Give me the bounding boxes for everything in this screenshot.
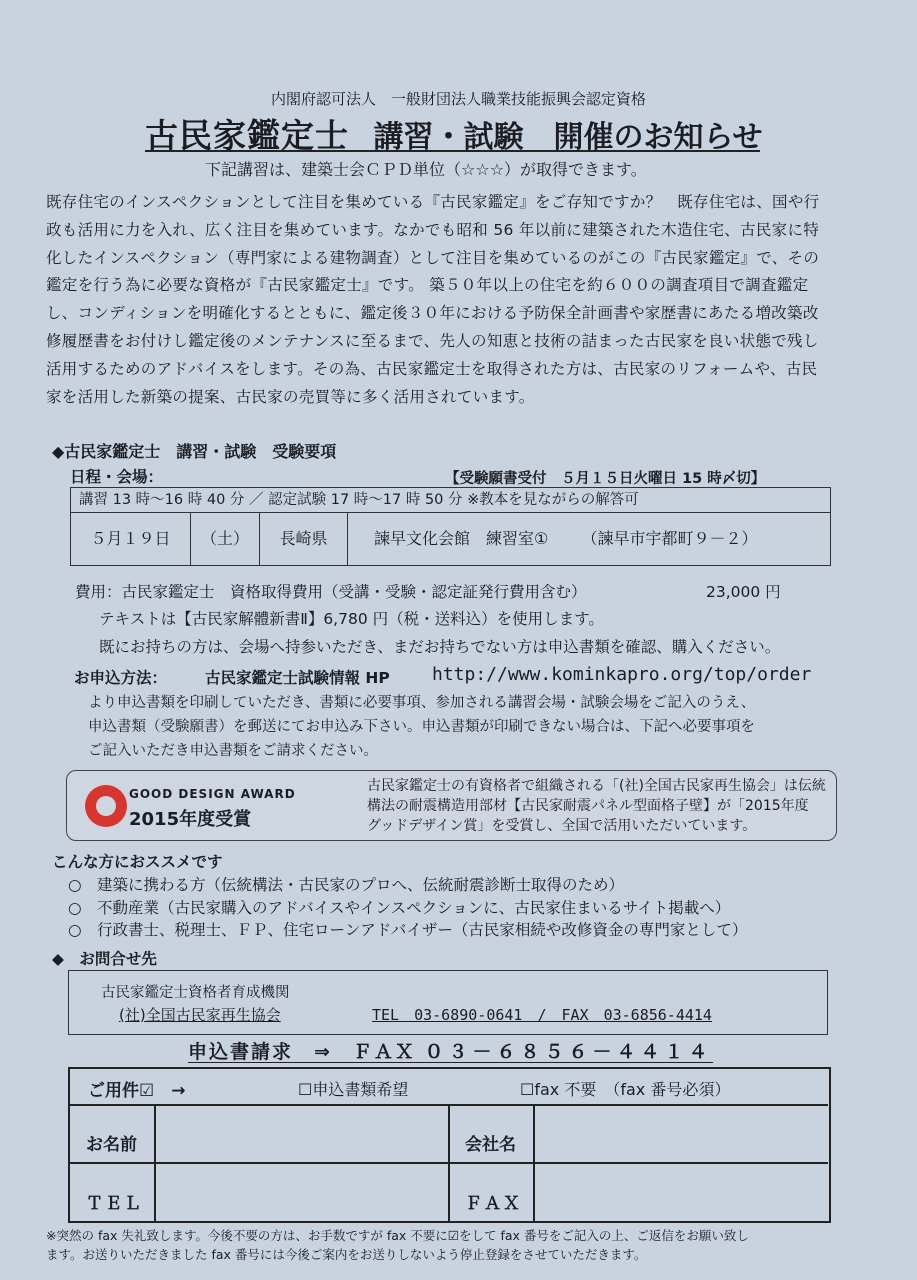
title-sub: 講習・試験 開催のお知らせ	[373, 120, 763, 155]
award-text-line: グッドデザイン賞」を受賞し、全国で活用いただいています。	[367, 818, 757, 834]
fax-request-label: 申込書請求 ⇒ ＦＡＸ	[188, 1041, 416, 1063]
fax-label: ＦＡＸ	[465, 1194, 522, 1214]
intro-line: 家を活用した新築の提案、古民家の売買等に多く活用されています。	[46, 387, 535, 406]
fax-notice	[46, 1226, 876, 1264]
fax-underline	[188, 1062, 713, 1063]
request-documents-checkbox[interactable]: ☐申込書類希望	[298, 1080, 409, 1099]
fee-amount: 23,000 円	[706, 583, 781, 601]
name-field[interactable]	[160, 1109, 444, 1159]
award-label: GOOD DESIGN AWARD	[129, 787, 296, 801]
schedule-date: ５月１９日	[71, 513, 191, 565]
fax-request-line	[188, 1037, 713, 1064]
schedule-table	[70, 487, 831, 566]
intro-paragraph	[46, 189, 866, 411]
intro-line: 活用するためのアドバイスをします。その為、古民家鑑定士を取得された方は、古民家のリフォームや、古民	[46, 359, 818, 378]
fee-line: 費用：古民家鑑定士 資格取得費用（受講・受験・認定証発行費用含む）	[75, 583, 587, 601]
intro-line: 修履歴書をお付けし鑑定後のメンテナンスに至るまで、先人の知恵と技術の詰まった古民家を良い状態で残し	[46, 331, 819, 350]
apply-site: 古民家鑑定士試験情報 HP	[205, 669, 390, 687]
intro-line: 化したインスペクション（専門家による建物調査）として注目を集めているのがこの『古民家鑑定』で、その	[46, 248, 820, 267]
contact-org: 古民家鑑定士資格者育成機関	[101, 985, 290, 1001]
apply-text: より申込書類を印刷していただき、書類に必要事項、参加される講習会場・試験会場をご記入のうえ、	[88, 695, 756, 711]
schedule-times: 講習 13 時〜16 時 40 分 ／ 認定試験 17 時〜17 時 50 分 ※教本を見ながらの解答可	[71, 488, 830, 513]
fax-request-number: ０３－６８５６－４４１４	[424, 1041, 713, 1063]
requirements-heading: ◆古民家鑑定士 講習・試験 受験要項	[52, 442, 337, 461]
fax-field[interactable]	[540, 1167, 824, 1219]
award-box	[66, 770, 837, 841]
contact-box	[68, 970, 828, 1035]
fax-unneeded-checkbox[interactable]: ☐fax 不要 （fax 番号必須）	[520, 1080, 731, 1099]
request-form	[68, 1067, 831, 1223]
recommend-item: ○ 行政書士、税理士、ＦＰ、住宅ローンアドバイザー（古民家相続や改修資金の専門家として）	[68, 921, 748, 939]
schedule-label: 日程・会場：	[70, 468, 164, 486]
apply-label: お申込方法：	[74, 669, 168, 687]
intro-line: 政も活用に力を入れ、広く注目を集めています。なかでも昭和 56 年以前に建築された木造住宅、古民家に特	[46, 220, 820, 239]
title-main: 古民家鑑定士	[145, 116, 349, 155]
schedule-venue	[348, 513, 830, 565]
company-label: 会社名	[465, 1135, 516, 1155]
text-book-line: テキストは【古民家解體新書Ⅱ】6,780 円（税・送料込）を使用します。	[99, 610, 604, 628]
award-year: 2015年度受賞	[129, 809, 252, 830]
schedule-weekday: （土）	[191, 513, 260, 565]
recommend-item: ○ 不動産業（古民家購入のアドバイスやインスペクションに、古民家住まいるサイト掲載へ）	[68, 899, 731, 917]
intro-line: し、コンディションを明確化するとともに、鑑定後３０年における予防保全計画書や家歴書にあたる増改築改	[46, 304, 819, 323]
tel-field[interactable]	[160, 1167, 444, 1219]
form-divider	[448, 1104, 450, 1221]
tel-label: ＴＥＬ	[86, 1194, 143, 1214]
schedule-prefecture: 長崎県	[260, 513, 348, 565]
recommend-item: ○ 建築に携わる方（伝統構法・古民家のプロへ、伝統耐震診断士取得のため）	[68, 876, 625, 894]
intro-line: 鑑定を行う為に必要な資格が『古民家鑑定士』です。 築５０年以上の住宅を約６００の調査項目で調査鑑定	[46, 276, 809, 295]
title-underline	[145, 150, 760, 152]
contact-assoc: (社)全国古民家再生協会	[119, 1006, 281, 1024]
company-field[interactable]	[540, 1109, 824, 1159]
contact-heading: ◆ お問合せ先	[52, 950, 157, 968]
notice-line: ※突然の fax 失礼致します。今後不要の方は、お手数ですが fax 不要に☑をして fax 番号をご記入の上、ご返信をお願い致し	[46, 1228, 749, 1243]
purpose-label: ご用件☑ →	[88, 1081, 186, 1101]
apply-text: 申込書類（受験願書）を郵送にてお申込み下さい。申込書類が印刷できない場合は、下記へ必要事項を	[88, 719, 755, 735]
intro-line: 既存住宅のインスペクションとして注目を集めている『古民家鑑定』をご存知ですか？ 既存住宅は、国や行	[46, 193, 820, 211]
venue-name: 諫早文化会館 練習室①	[374, 529, 549, 548]
contact-phones: TEL 03-6890-0641 / FAX 03-6856-4414	[372, 1006, 712, 1024]
name-label: お名前	[86, 1135, 137, 1155]
form-divider	[533, 1104, 535, 1221]
award-text-line: 構法の耐震構造用部材【古民家耐震パネル型面格子壁】が「2015年度	[367, 798, 809, 814]
cpd-note: 下記講習は、建築士会ＣＰＤ単位（☆☆☆）が取得できます。	[205, 160, 647, 179]
form-divider	[154, 1104, 156, 1221]
text-book-note: 既にお持ちの方は、会場へ持参いただき、まだお持ちでない方は申込書類を確認、購入ください。	[99, 638, 781, 656]
deadline-note: 【受験願書受付 ５月１５日火曜日 15 時〆切】	[445, 471, 766, 487]
apply-url-link[interactable]: http://www.kominkapro.org/top/order	[432, 664, 812, 685]
recommend-heading: こんな方におススメです	[52, 853, 223, 871]
good-design-logo-icon	[85, 785, 127, 827]
award-text	[367, 776, 837, 836]
venue-address: （諫早市宇都町９－２）	[581, 529, 758, 548]
notice-line: ます。お送りいただきました fax 番号には今後ご案内をお送りしないよう停止登録をさせていただきます。	[46, 1247, 647, 1262]
org-header: 内閣府認可法人 一般財団法人職業技能振興会認定資格	[270, 90, 646, 108]
apply-text: ご記入いただき申込書類をご請求ください。	[88, 743, 378, 759]
award-text-line: 古民家鑑定士の有資格者で組織される「(社)全国古民家再生協会」は伝統	[367, 778, 826, 794]
